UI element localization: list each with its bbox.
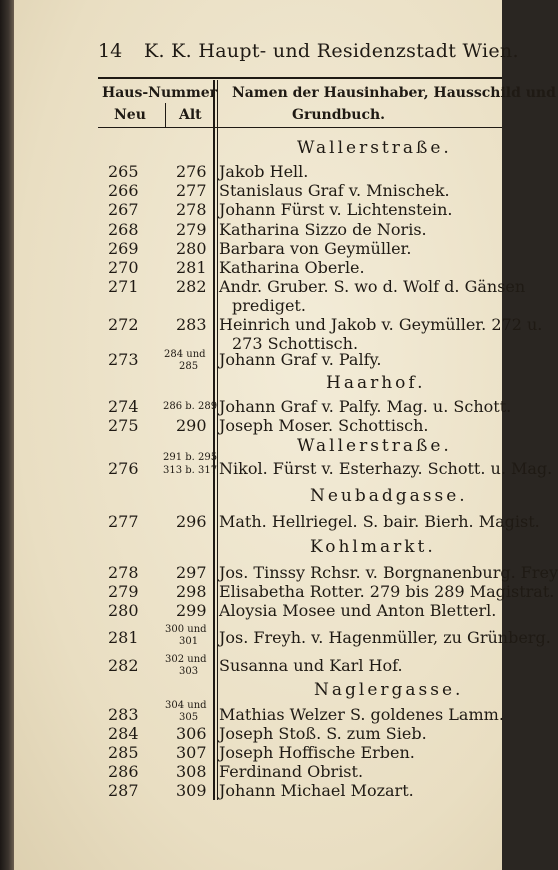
owner-name: Jos. Tinssy Rchsr. v. Borgnanenburg. Frey [219, 563, 558, 582]
owner-name: Mathias Welzer S. goldenes Lamm. [219, 705, 504, 724]
house-number-new: 274 [108, 397, 139, 416]
house-number-new: 283 [108, 705, 139, 724]
owner-name: Ferdinand Obrist. [219, 762, 364, 781]
street-heading-wallerstrasse: Wallerstraße. [297, 138, 452, 158]
house-number-new: 284 [108, 724, 139, 743]
house-number-old: 298 [176, 582, 207, 601]
house-number-old: 286 b. 289 [163, 401, 218, 412]
house-number-new: 272 [108, 315, 139, 334]
house-number-new: 282 [108, 656, 139, 675]
owner-name-continued: 273 Schottisch. [232, 334, 359, 353]
house-number-new: 270 [108, 258, 139, 277]
house-number-old: 281 [176, 258, 207, 277]
owner-name: Jos. Freyh. v. Hagenmüller, zu Grünberg. [219, 628, 551, 647]
house-number-new: 269 [108, 239, 139, 258]
owner-name: Stanislaus Graf v. Mnischek. [219, 181, 450, 200]
owner-name: Joseph Hoffische Erben. [219, 743, 415, 762]
owner-name: Barbara von Geymüller. [219, 239, 412, 258]
house-number-old: 302 und [165, 654, 207, 665]
page-title: K. K. Haupt- und Residenzstadt Wien. [144, 40, 519, 62]
house-number-old: 279 [176, 220, 207, 239]
house-number-old: 307 [176, 743, 207, 762]
house-number-old: 296 [176, 512, 207, 531]
house-number-new: 276 [108, 459, 139, 478]
owner-name: Susanna und Karl Hof. [219, 656, 403, 675]
owner-name: Aloysia Mosee und Anton Bletterl. [219, 601, 497, 620]
street-heading-wallerstrasse: Wallerstraße. [297, 436, 452, 456]
owner-name: Katharina Sizzo de Noris. [219, 220, 427, 239]
house-number-new: 277 [108, 512, 139, 531]
owner-name: Johann Graf v. Palfy. Mag. u. Schott. [219, 397, 512, 416]
house-number-new: 287 [108, 781, 139, 800]
house-number-old-continued: 303 [179, 666, 199, 677]
column-header-alt: Alt [179, 107, 202, 123]
owner-name: Math. Hellriegel. S. bair. Bierh. Magist. [219, 512, 540, 531]
street-heading-haarhof: Haarhof. [326, 373, 426, 393]
header-rule [98, 77, 502, 79]
house-number-old: 308 [176, 762, 207, 781]
house-number-old: 284 und [164, 349, 206, 360]
house-number-new: 280 [108, 601, 139, 620]
house-number-old: 306 [176, 724, 207, 743]
house-number-old: 277 [176, 181, 207, 200]
column-divider-double [213, 80, 215, 800]
owner-name: Johann Graf v. Palfy. [219, 350, 382, 369]
street-heading-naglergasse: Naglergasse. [314, 680, 464, 700]
street-heading-neubadgasse: Neubadgasse. [310, 486, 468, 506]
column-header-neu: Neu [114, 107, 146, 123]
house-number-old-continued: 313 b. 317 [163, 465, 218, 476]
street-heading-kohlmarkt: Kohlmarkt. [310, 537, 436, 557]
owner-name: Johann Fürst v. Lichtenstein. [219, 200, 453, 219]
house-number-old: 309 [176, 781, 207, 800]
column-header-haus-nummer: Haus-Nummer [102, 85, 218, 101]
house-number-new: 266 [108, 181, 139, 200]
house-number-new: 285 [108, 743, 139, 762]
owner-name: Joseph Moser. Schottisch. [219, 416, 429, 435]
house-number-old-continued: 301 [179, 636, 199, 647]
house-number-old: 291 b. 295 [163, 452, 218, 463]
house-number-new: 267 [108, 200, 139, 219]
column-divider-double-inner [217, 80, 218, 800]
house-number-new: 273 [108, 350, 139, 369]
house-number-old: 300 und [165, 624, 207, 635]
owner-name: Johann Michael Mozart. [219, 781, 414, 800]
house-number-old: 299 [176, 601, 207, 620]
column-header-namen: Namen der Hausinhaber, Hausschild und [232, 85, 556, 101]
owner-name: Nikol. Fürst v. Esterhazy. Schott. u. Mag. [219, 459, 553, 478]
book-page [14, 0, 558, 870]
column-divider-neu-alt [165, 103, 166, 127]
house-number-old: 297 [176, 563, 207, 582]
house-number-new: 271 [108, 277, 139, 296]
house-number-old: 282 [176, 277, 207, 296]
house-number-old: 280 [176, 239, 207, 258]
column-header-rule [98, 127, 502, 128]
house-number-new: 275 [108, 416, 139, 435]
house-number-new: 265 [108, 162, 139, 181]
house-number-old-continued: 305 [179, 712, 199, 723]
owner-name: Katharina Oberle. [219, 258, 365, 277]
house-number-old: 278 [176, 200, 207, 219]
house-number-old: 290 [176, 416, 207, 435]
house-number-old: 276 [176, 162, 207, 181]
house-number-old: 304 und [165, 700, 207, 711]
house-number-old-continued: 285 [179, 361, 199, 372]
owner-name: Elisabetha Rotter. 279 bis 289 Magistrat. [219, 582, 555, 601]
house-number-old: 283 [176, 315, 207, 334]
house-number-new: 268 [108, 220, 139, 239]
house-number-new: 278 [108, 563, 139, 582]
owner-name: Heinrich und Jakob v. Geymüller. 272 u. [219, 315, 543, 334]
owner-name: Jakob Hell. [219, 162, 309, 181]
owner-name: Joseph Stoß. S. zum Sieb. [219, 724, 427, 743]
page-number: 14 [98, 40, 123, 62]
column-header-grundbuch: Grundbuch. [292, 107, 386, 123]
owner-name: Andr. Gruber. S. wo d. Wolf d. Gänsen [219, 277, 526, 296]
house-number-new: 279 [108, 582, 139, 601]
house-number-new: 281 [108, 628, 139, 647]
owner-name-continued: prediget. [232, 296, 306, 315]
book-binding-edge [0, 0, 14, 870]
house-number-new: 286 [108, 762, 139, 781]
